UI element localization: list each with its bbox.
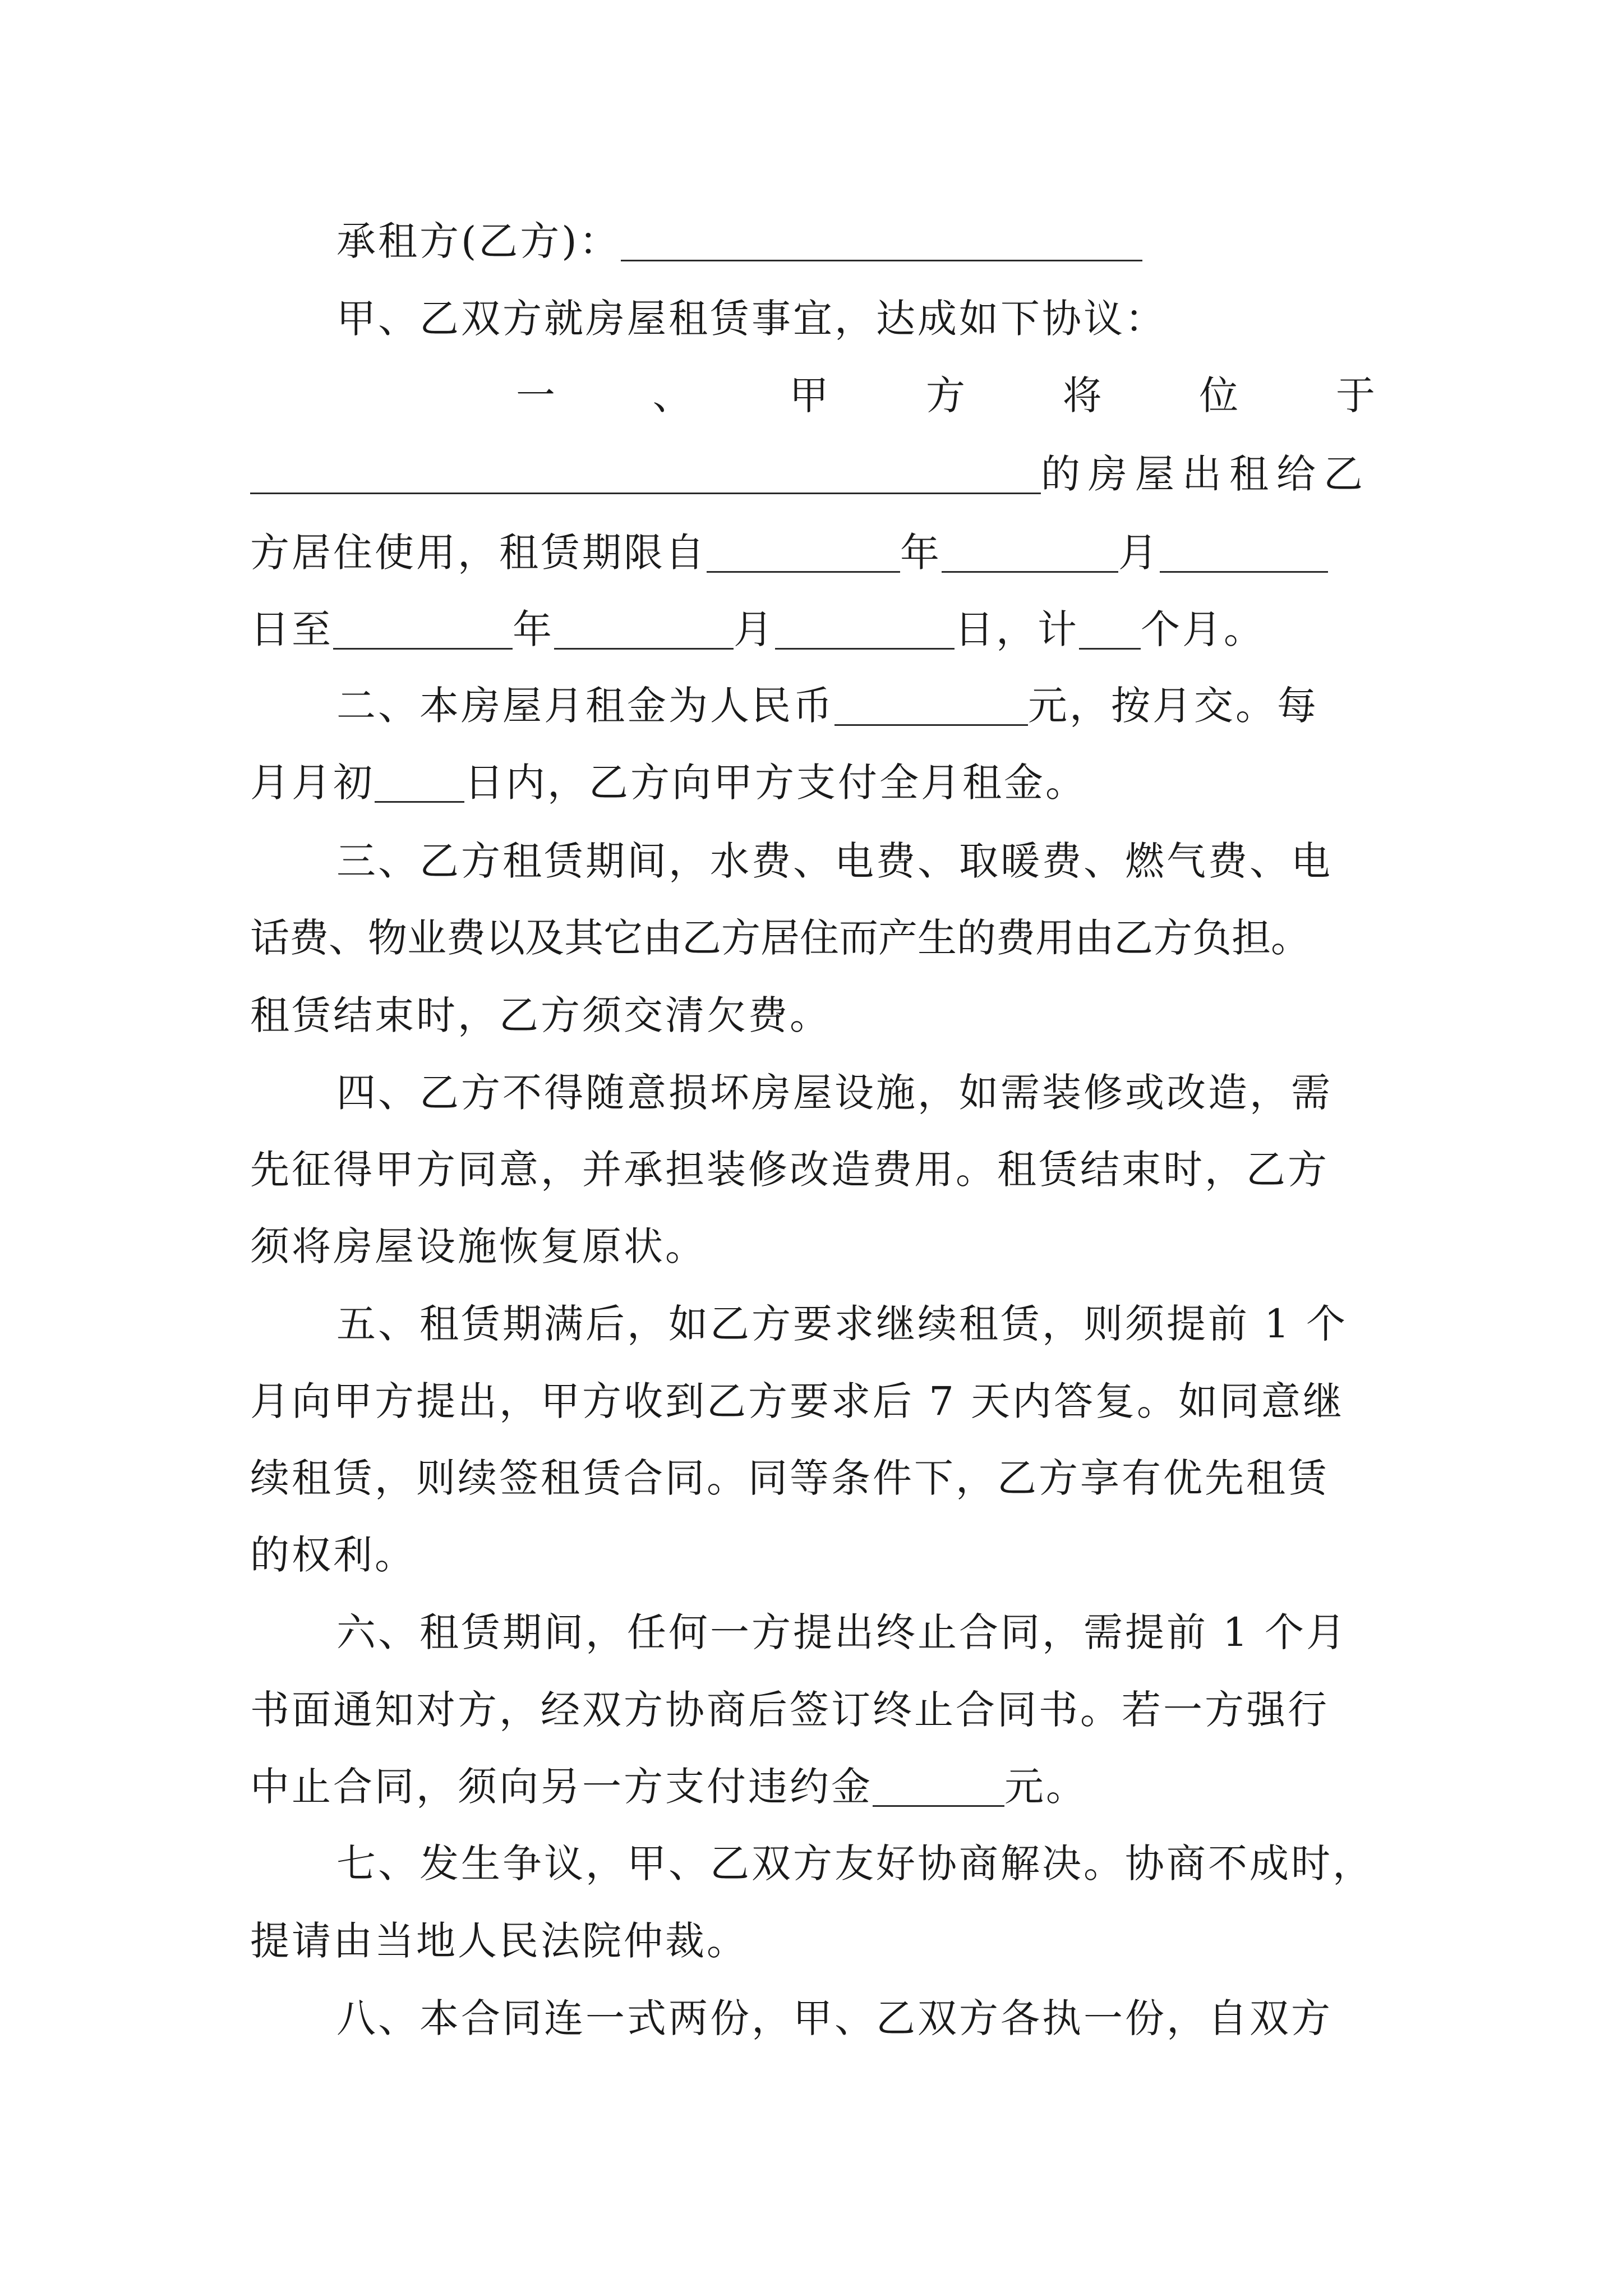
clause2-line2	[250, 749, 1377, 816]
year-label: 年	[513, 606, 554, 652]
clause6-line2: 书面通知对方，经双方协商后签订终止合同书。若一方强行	[250, 1687, 1329, 1733]
month-label: 月	[734, 606, 775, 652]
lease-end-label: 日至	[250, 606, 333, 652]
end-month-blank	[554, 613, 734, 650]
clause5-line2: 月向甲方提出，甲方收到乙方要求后 7 天内答复。如同意继	[250, 1378, 1345, 1424]
clause7-line2: 提请由当地人民法院仲裁。	[250, 1918, 748, 1964]
clause1-char: 、	[652, 372, 694, 418]
lessee-blank	[621, 225, 1142, 261]
clause6-line1: 六、租赁期间，任何一方提出终止合同，需提前 1 个月	[336, 1609, 1348, 1655]
clause1-char: 方	[925, 372, 967, 418]
rent-label: 二、本房屋月租金为人民币	[336, 683, 834, 729]
clause1-line2	[250, 440, 1377, 508]
penalty-unit: 元。	[1004, 1764, 1087, 1810]
lessee-line	[336, 208, 1377, 275]
start-month-blank	[942, 536, 1118, 573]
lessee-label: 承租方(乙方)：	[336, 218, 621, 264]
months-blank	[1079, 613, 1141, 650]
rent-unit-label: 元，按月交。每	[1028, 683, 1318, 729]
rent-amount-blank	[834, 689, 1028, 726]
end-year-blank	[333, 613, 513, 650]
clause5-line3: 续租赁，则续签租赁合同。同等条件下，乙方享有优先租赁	[250, 1455, 1329, 1501]
clause3-line1: 三、乙方租赁期间，水费、电费、取暖费、燃气费、电	[336, 838, 1332, 884]
end-day-blank	[775, 613, 955, 650]
clause5-line1: 五、租赁期满后，如乙方要求继续租赁，则须提前 1 个	[336, 1301, 1348, 1347]
month-label: 月	[1118, 530, 1160, 576]
clause1-char: 位	[1199, 372, 1241, 418]
address-blank	[250, 458, 1041, 494]
clause1-char: 甲	[789, 372, 831, 418]
clause1-line1	[516, 362, 1377, 429]
penalty-label: 中止合同，须向另一方支付违约金	[250, 1764, 873, 1810]
clause6-line3	[250, 1753, 1377, 1820]
clause4-line1: 四、乙方不得随意损坏房屋设施，如需装修或改造，需	[336, 1070, 1332, 1116]
payday-tail: 日内，乙方向甲方支付全月租金。	[464, 760, 1087, 806]
clause3-line3: 租赁结束时，乙方须交清欠费。	[250, 992, 831, 1038]
clause4-line2: 先征得甲方同意，并承担装修改造费用。租赁结束时，乙方	[250, 1147, 1329, 1193]
clause4-line3: 须将房屋设施恢复原状。	[250, 1223, 707, 1269]
clause8-line1: 八、本合同连一式两份，甲、乙双方各执一份，自双方	[336, 1995, 1332, 2041]
start-year-blank	[707, 536, 900, 573]
start-day-blank	[1160, 536, 1328, 573]
clause5-line4: 的权利。	[250, 1532, 416, 1578]
intro-line: 甲、乙双方就房屋租赁事宜，达成如下协议：	[336, 296, 1166, 342]
lease-start-label: 方居住使用，租赁期限自	[250, 530, 707, 576]
clause7-line1: 七、发生争议，甲、乙双方友好协商解决。协商不成时，	[336, 1841, 1374, 1887]
year-label: 年	[900, 530, 942, 576]
payday-blank	[375, 766, 464, 803]
clause1-line4	[250, 596, 1377, 663]
clause1-char: 将	[1062, 372, 1104, 418]
payday-label: 月月初	[250, 760, 375, 806]
clause1-char: 一	[516, 372, 557, 418]
penalty-blank	[873, 1770, 1004, 1807]
clause1-char: 于	[1335, 372, 1377, 418]
months-label: 个月。	[1141, 606, 1265, 652]
total-label: 日，计	[955, 606, 1079, 652]
clause2-line1	[336, 672, 1377, 739]
clause1-tail: 的房屋出租给乙	[1041, 451, 1371, 497]
clause3-line2: 话费、物业费以及其它由乙方居住而产生的费用由乙方负担。	[250, 915, 1310, 961]
clause1-line3	[250, 519, 1377, 586]
